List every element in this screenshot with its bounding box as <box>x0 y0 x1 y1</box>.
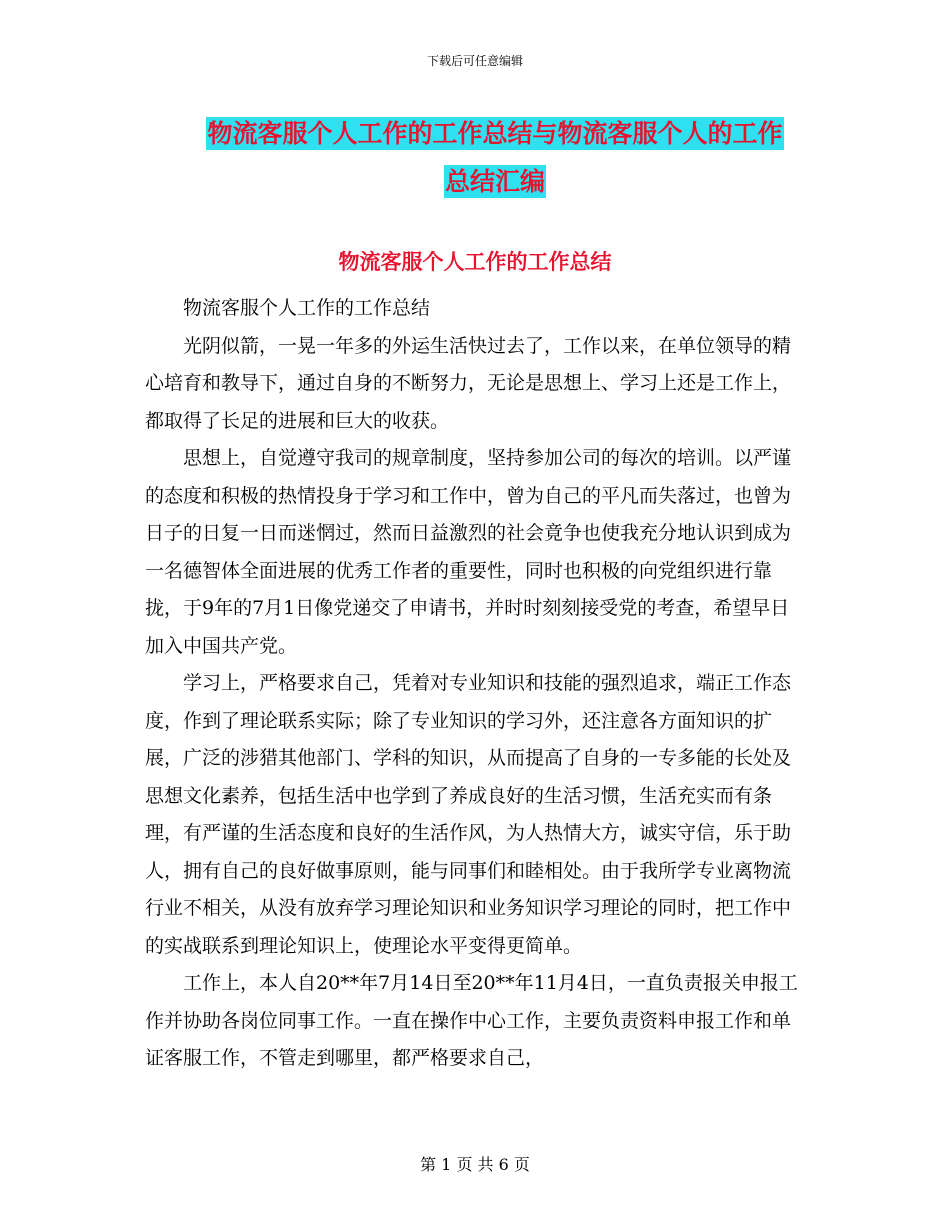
document-title-line1: 物流客服个人工作的工作总结与物流客服个人的工作 <box>207 119 783 148</box>
section-title: 物流客服个人工作的工作总结 <box>338 250 612 274</box>
paragraph: 思想上，自觉遵守我司的规章制度，坚持参加公司的每次的培训。以严谨的态度和积极的热情投身于学习和工作中，曾为自己的平凡而失落过，也曾为日子的日复一日而迷惘过，然而日益激烈的社会竟争也使我充分地认识到成为一名德智体全面进展的优秀工作者的重要性，同时也积极的向党组织进行靠拢，于9年的7月1日像党递交了申请书，并时时刻刻接受党的考查，希望早日加入中国共产党。 <box>145 447 792 657</box>
page-number: 第 1 页 共 6 页 <box>420 1155 530 1174</box>
paragraph: 工作上，本人自20**年7月14日至20**年11月4日，一直负责报关申报工作并协助各岗位同事工作。一直在操作中心工作，主要负责资料申报工作和单证客服工作，不管走到哪里，都严格要求自己， <box>145 972 798 1069</box>
paragraph: 物流客服个人工作的工作总结 <box>183 297 431 319</box>
paragraph: 学习上，严格要求自己，凭着对专业知识和技能的强烈追求，端正工作态度，作到了理论联系实际；除了专业知识的学习外，还注意各方面知识的扩展，广泛的涉猎其他部门、学科的知识，从而提高了自身的一专多能的长处及思想文化素养，包括生活中也学到了养成良好的生活习惯，生活充实而有条理，有严谨的生活态度和良好的生活作风，为人热情大方，诚实守信，乐于助人，拥有自己的良好做事原则，能与同事们和睦相处。由于我所学专业离物流行业不相关，从没有放弃学习理论知识和业务知识学习理论的同时，把工作中的实战联系到理论知识上，使理论水平变得更简单。 <box>145 672 792 957</box>
header-note: 下载后可任意编辑 <box>426 54 523 68</box>
document-title-line2: 总结汇编 <box>444 167 545 196</box>
document-body <box>145 290 805 1078</box>
paragraph: 光阴似箭，一晃一年多的外运生活快过去了，工作以来，在单位领导的精心培育和教导下，通过自身的不断努力，无论是思想上、学习上还是工作上，都取得了长足的进展和巨大的收获。 <box>145 334 792 432</box>
document-title <box>150 110 840 206</box>
